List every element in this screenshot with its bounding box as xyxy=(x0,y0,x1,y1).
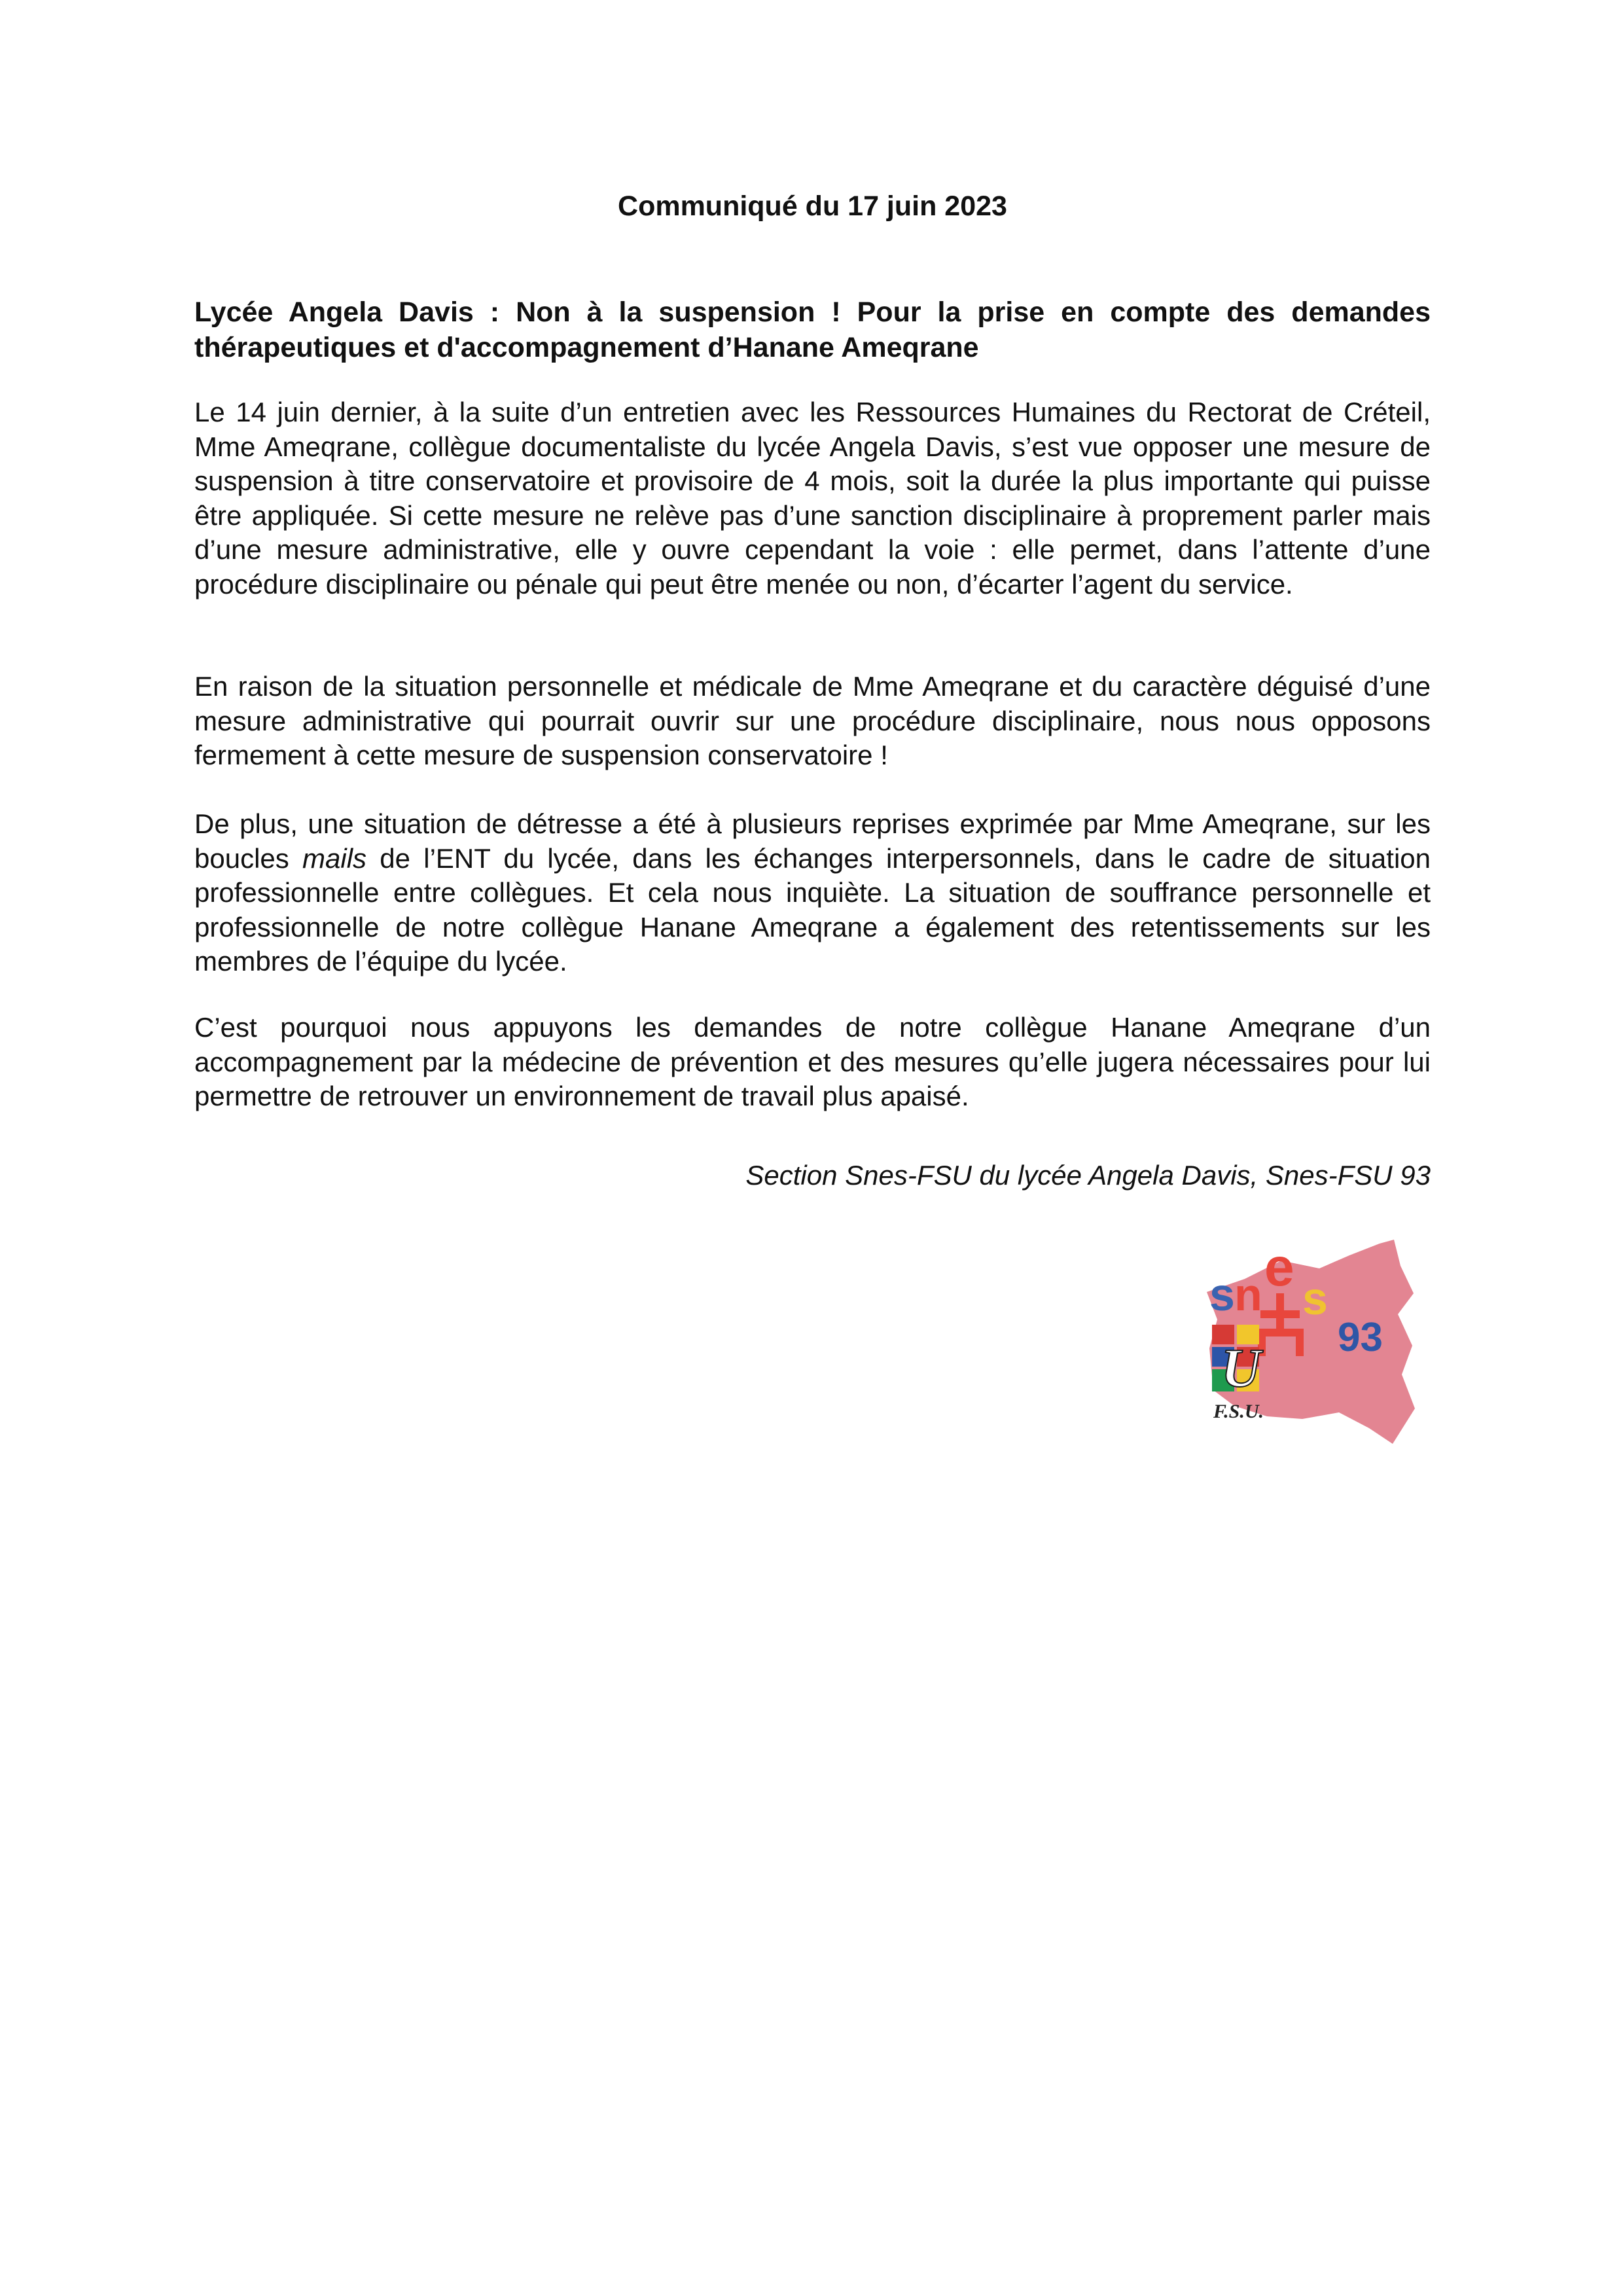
paragraph-text: De plus, une situation de détresse a été à plusieurs reprises exprimée par Mme Ameqrane, sur les boucles xyxy=(194,808,1431,874)
document-page xyxy=(194,0,1431,2296)
logo-letter-s: s xyxy=(1302,1273,1328,1324)
logo-letter-e: e xyxy=(1264,1238,1294,1297)
document-date: Communiqué du 17 juin 2023 xyxy=(618,190,1007,222)
logo-number: 93 xyxy=(1338,1315,1383,1360)
paragraph: Le 14 juin dernier, à la suite d’un entretien avec les Ressources Humaines du Rectorat de Créteil, Mme Ameqrane, collègue documentaliste du lycée Angela Davis, s’est vue opposer une mesure de suspension à titre conservatoire et provisoire de 4 mois, soit la durée la plus importante qui puisse être appliquée. Si cette mesure ne relève pas d’une sanction disciplinaire à proprement parler mais d’une mesure administrative, elle y ouvre cependant la voie : elle permet, dans l’attente d’une procédure disciplinaire ou pénale qui peut être menée ou non, d’écarter l’agent du service. xyxy=(194,397,1431,600)
paragraph: En raison de la situation personnelle et médicale de Mme Ameqrane et du caractère déguisé d’une mesure administrative qui pourrait ouvrir sur une procédure disciplinaire, nous nous opposons fermement à cette mesure de suspension conservatoire ! xyxy=(194,671,1431,771)
signature: Section Snes-FSU du lycée Angela Davis, Snes-FSU 93 xyxy=(745,1160,1431,1191)
snes-fsu-93-logo xyxy=(1204,1237,1420,1446)
paragraph-text: de l’ENT du lycée, dans les échanges interpersonnels, dans le cadre de situation professionnelle entre collègues. Et cela nous inquiète. La situation de souffrance personnelle et professionnelle de notre collègue Hanane Ameqrane a également des retentissements sur les membres de l’équipe du lycée. xyxy=(194,842,1431,977)
paragraph: C’est pourquoi nous appuyons les demandes de notre collègue Hanane Ameqrane d’un accompagnement par la médecine de prévention et des mesures qu’elle jugera nécessaires pour lui permettre de retrouver un environnement de travail plus apaisé. xyxy=(194,1012,1431,1112)
logo-letter-n: n xyxy=(1234,1269,1262,1320)
paragraph xyxy=(194,807,1431,979)
document-headline: Lycée Angela Davis : Non à la suspension ! Pour la prise en compte des demandes thérapeutiques et d'accompagnement d’Hanane Ameqrane xyxy=(194,296,1431,363)
emphasized-word: mails xyxy=(302,842,367,874)
fsu-letter: U xyxy=(1221,1338,1261,1399)
fsu-caption: F.S.U. xyxy=(1213,1401,1264,1422)
logo-graphic xyxy=(1204,1237,1420,1446)
logo-letter-s: s xyxy=(1209,1269,1235,1320)
